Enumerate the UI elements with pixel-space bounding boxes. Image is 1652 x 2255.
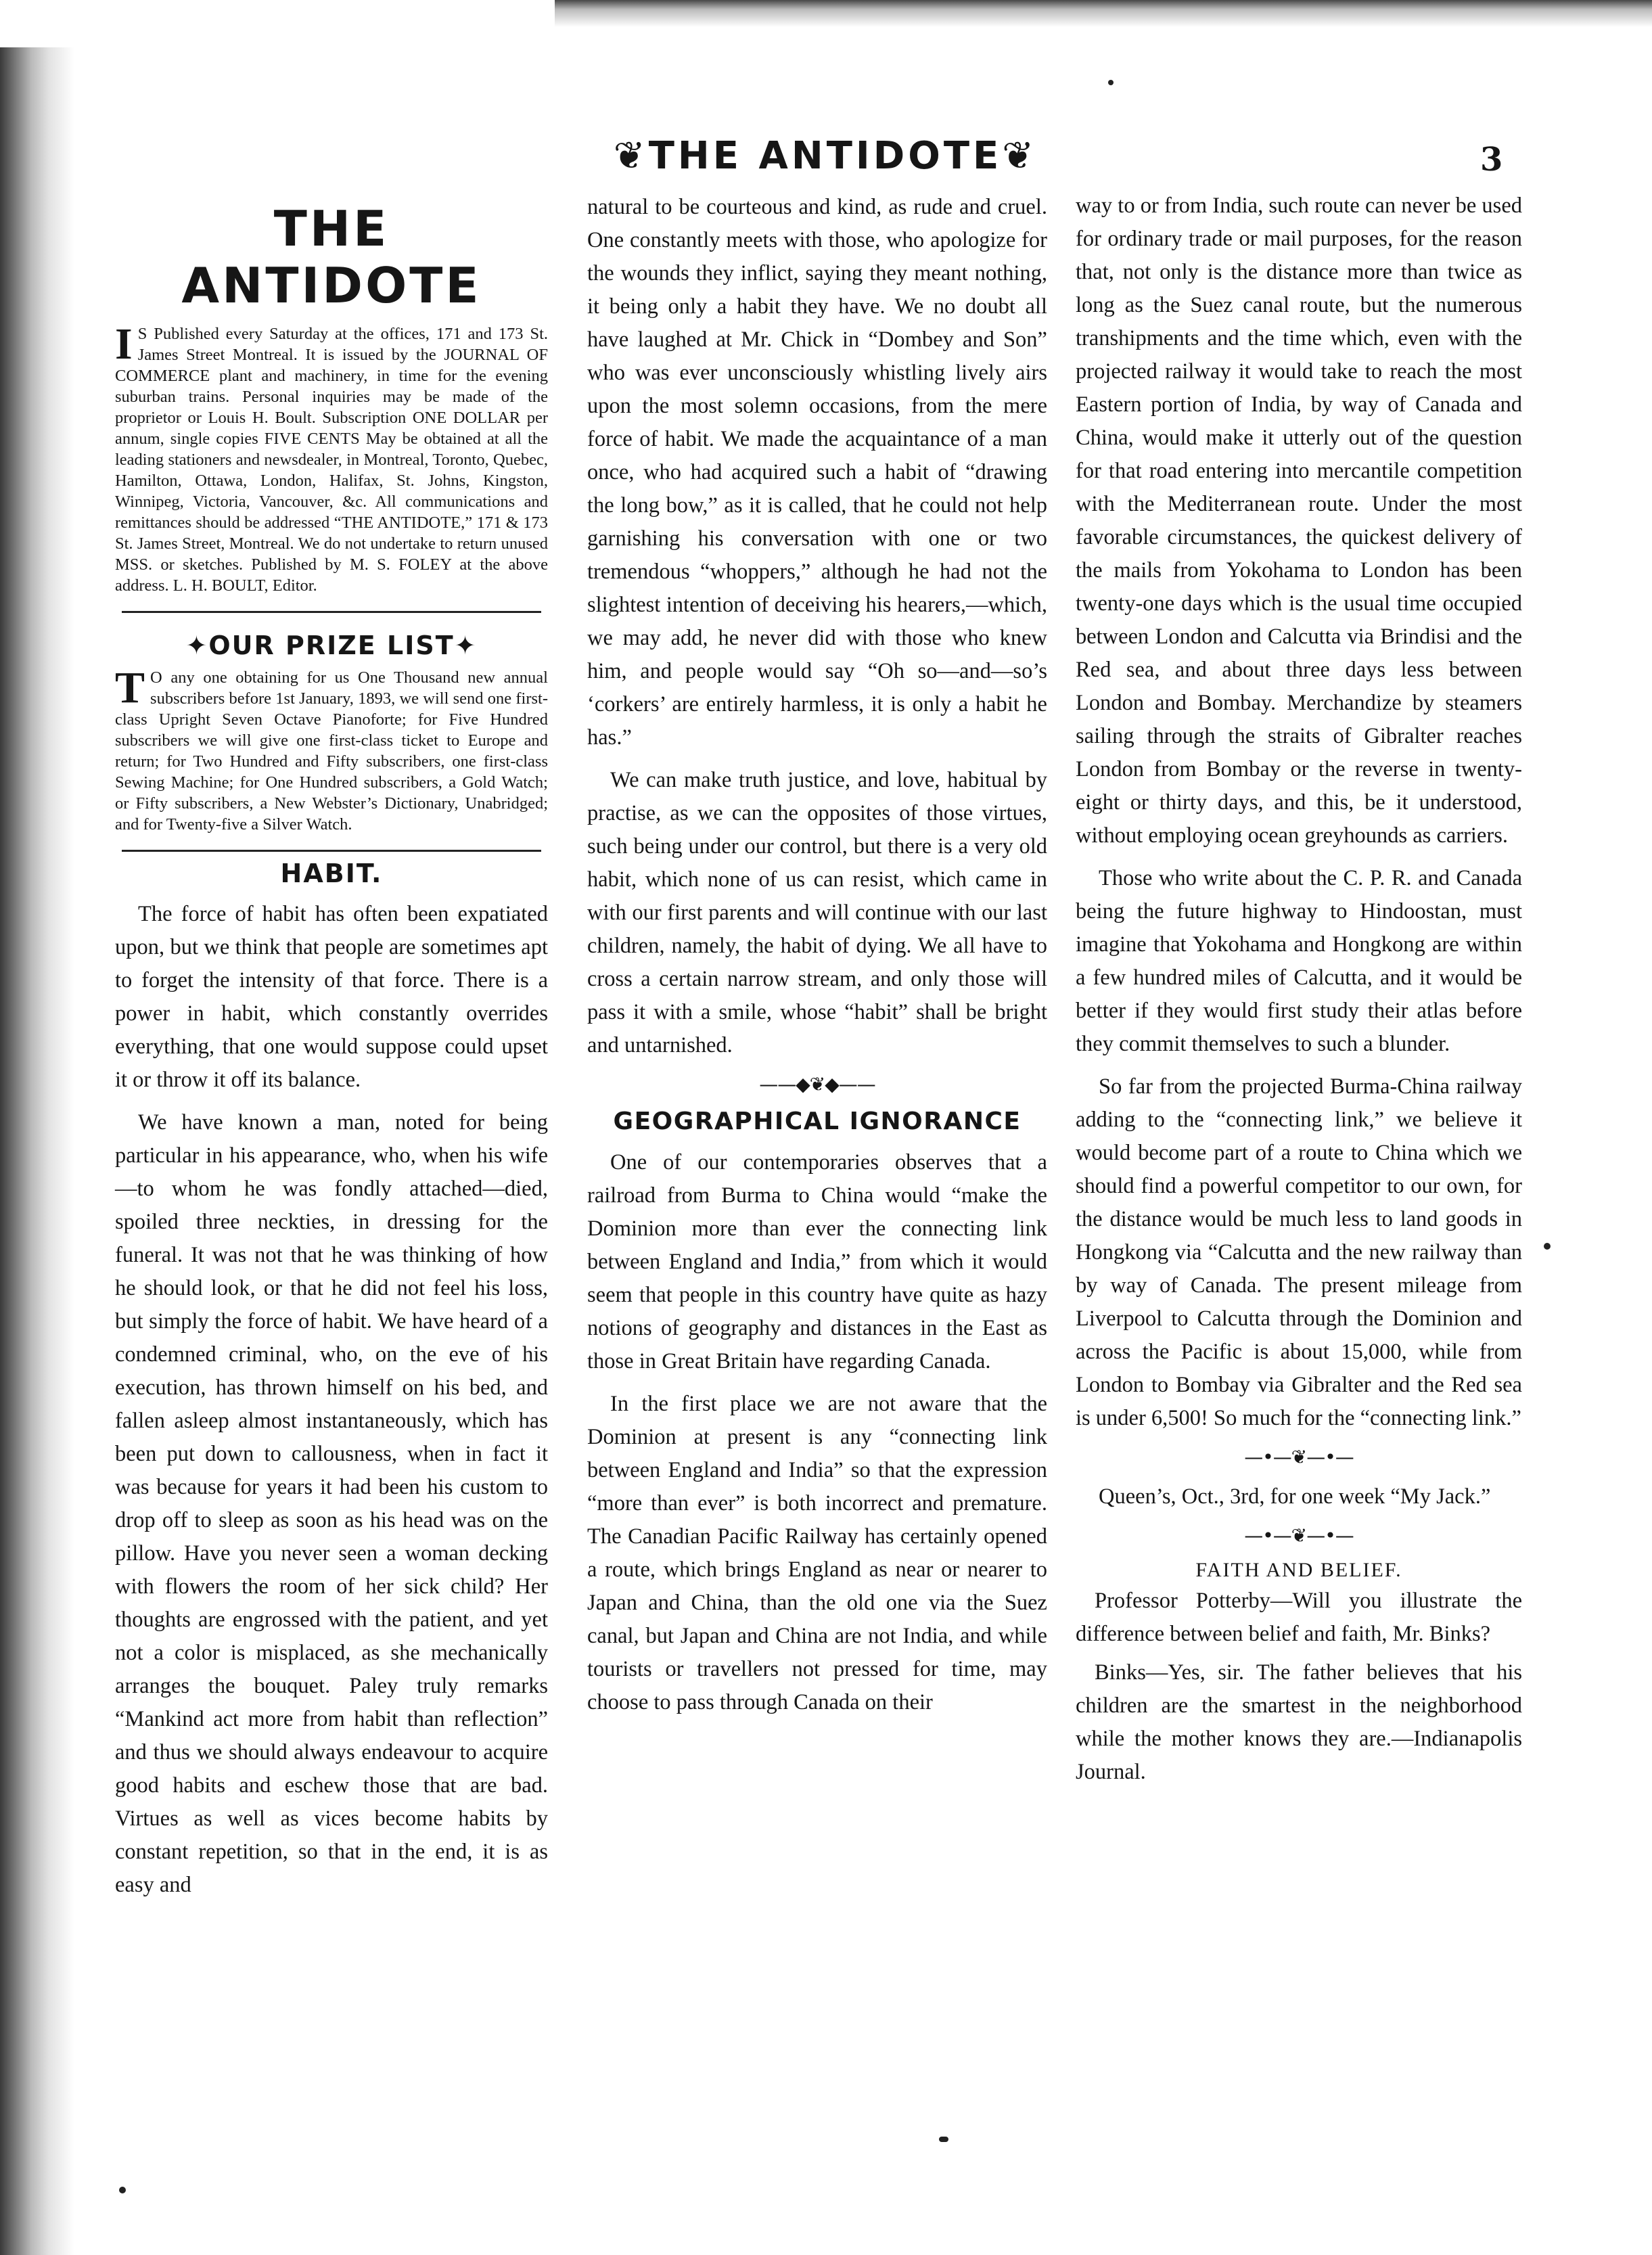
ornament-divider: —•—❦—•— (1244, 1446, 1354, 1468)
column-1 (115, 196, 548, 1902)
prize-list-heading: ✦OUR PRIZE LIST✦ (185, 631, 478, 660)
habit-paragraph-4: We can make truth justice, and love, habitual by practise, as we can the opposites of those virtues, such being under our control, but there is a very old habit, which none of us can resist, which came in with our first parents and will continue with our last children, namely, the habit of dying. We all have to cross a certain narrow stream, and only those will pass it with a smile, whose “habit” shall be bright and untarnished. (587, 768, 1047, 1057)
publication-notice (115, 319, 548, 596)
scan-speck (939, 2137, 948, 2142)
divider-rule (122, 850, 541, 852)
geo-paragraph-1: One of our contemporaries observes that a railroad from Burma to China would “make the Dominion more than ever the connecting link between England and India,” from which it would seem that people in this country have quite as hazy notions of geography and distances in the East as those in Great Britain have regarding Canada. (587, 1150, 1047, 1373)
faith-paragraph-1: Professor Potterby—Will you illustrate the difference between belief and faith, Mr. Binks? (1076, 1589, 1522, 1646)
scan-speck (1544, 1243, 1551, 1250)
habit-paragraph-2: We have known a man, noted for being particular in his appearance, who, when his wife—to whom he was fondly attached—died, spoiled three neckties, in dressing for the funeral. It was not that he was thinking of how he should look, or that he did not feel his loss, but simply the force of habit. We have heard of a condemned criminal, who, on the eve of his execution, has thrown himself on his bed, and fallen asleep almost instantaneously, which has been put down to callousness, when in fact it was because for years it had been his custom to drop off to sleep as soon as his head was on the pillow. Have you never seen a woman decking with flowers the room of her sick child? Her thoughts are engrossed with the patient, and yet not a color is misplaced, as she mechanically arranges the bouquet. Paley truly remarks “Mankind act more from habit than reflection” and thus we should always endeavour to acquire good habits and eschew those that are bad. Virtues as well as vices become habits by constant repetition, so that in the end, it is as easy and (115, 1110, 548, 1897)
habit-heading: HABIT. (280, 859, 383, 888)
prize-list-text (115, 663, 548, 835)
scan-speck (119, 2187, 126, 2193)
geo-paragraph-3: way to or from India, such route can never be used for ordinary trade or mail purposes, for the reason that, not only is the distance more than twice as long as the Suez canal route, but the numerous transhipments and the time which, even with the projected railway it would take to reach the most Eastern portion of India, by way of Canada and China, would make it utterly out of the question for that road entering into mercantile competition with the Mediterranean route. Under the most favorable circumstances, the quickest delivery of the mails from Yokohama to London has been twenty-one days which is the usual time occupied between London and Calcutta via Brindisi and the Red sea, and about three days less between London and Bombay. Merchandize by steamers sailing through the straits of Gibralter reaches London from Bombay or the reverse in twenty-eight or thirty days, and this, be it understood, without employing ocean greyhounds as carriers. (1076, 193, 1522, 848)
geo-paragraph-2: In the first place we are not aware that the Dominion at present is any “connecting link between England and India” so that the expression “more than ever” is both incorrect and premature. The Canadian Pacific Railway has certainly opened a route, which brings England as near or nearer to Japan and China, than the old one via the Suez canal, but Japan and China are not India, and while tourists or travellers not pressed for time, may choose to pass through Canada on their (587, 1392, 1047, 1714)
column-3 (1076, 189, 1522, 1789)
habit-paragraph-3: natural to be courteous and kind, as rude and cruel. One constantly meets with those, who apologize for the wounds they inflict, saying they meant nothing, it being only a habit they have. We no doubt all have laughed at Mr. Chick in “Dombey and Son” who was ever unconsciously whistling lively airs upon the most solemn occasions, from the mere force of habit. We made the acquaintance of a man once, who had acquired such a habit of “drawing the long bow,” as it is called, that he could not help garnishing his conversation with one or two tremendous “whoppers,” although he had not the slightest intention of deceiving his hearers,—which, we may add, he never did with those who knew him, and people would say “Oh so—and—so’s ‘corkers’ are entirely harmless, it is only a habit he has.” (587, 195, 1047, 750)
faith-paragraph-2: Binks—Yes, sir. The father believes that his children are the smartest in the neighborhood while the mother knows they are.—Indianapolis Journal. (1076, 1660, 1522, 1784)
page-number: 3 (1480, 141, 1503, 179)
queens-notice: Queen’s, Oct., 3rd, for one week “My Jack.” (1099, 1484, 1491, 1509)
prize-dropcap: T (115, 663, 145, 712)
page-top-scan-edge (555, 0, 1652, 27)
notice-dropcap: I (115, 319, 133, 369)
geo-paragraph-4: Those who write about the C. P. R. and Canada being the future highway to Hindoostan, must imagine that Yokohama and Hongkong are within a few hundred miles of Calcutta, and it would be better if they would first study their atlas before they commit themselves to such a blunder. (1076, 866, 1522, 1056)
ornament-divider: ——◆❦◆—— (759, 1073, 875, 1095)
geo-paragraph-5: So far from the projected Burma-China railway adding to the “connecting link,” we believe it would become part of a route to China which we should find a powerful competitor to our own, for the distance would be much less to land goods in Hongkong via “Calcutta and the new railway than by way of Canada. The present mileage from Liverpool to Calcutta through the Dominion and across the Pacific is about 15,000, while from London to Bombay via Gibralter and the Red sea is under 6,500! So much for the “connecting link.” (1076, 1074, 1522, 1430)
notice-text: S Published every Saturday at the offices, 171 and 173 St. James Street Montreal. It is issued by the JOURNAL OF COMMERCE plant and machinery, in time for the evening suburban trains. Personal inquiries may be made of the proprietor or Louis H. Boult. Subscription ONE DOLLAR per annum, single copies FIVE CENTS May be obtained at all the leading stationers and newsdealer, in Montreal, Toronto, Quebec, Hamilton, Ottawa, London, Halifax, St. Johns, Kingston, Winnipeg, Victoria, Vancouver, &c. All communications and remittances should be addressed “THE ANTIDOTE,” 171 & 173 St. James Street, Montreal. We do not undertake to return unused MSS. or sketches. Published by M. S. FOLEY at the above address. L. H. BOULT, Editor. (115, 325, 548, 595)
ornament-divider: —•—❦—•— (1244, 1524, 1354, 1547)
page-binding-shadow (0, 47, 74, 2255)
faith-heading: FAITH AND BELIEF. (1195, 1559, 1402, 1581)
sidebar-title: THE ANTIDOTE (181, 200, 482, 314)
prize-text: O any one obtaining for us One Thousand new annual subscribers before 1st January, 1893, we will send one first-class Upright Seven Octave Pianoforte; for Five Hundred subscribers we will give one first-class ticket to Europe and return; for Two Hundred and Fifty subscribers, one first-class Sewing Machine; for One Hundred subscribers, a Gold Watch; or Fifty subscribers, a New Webster’s Dictionary, Unabridged; and for Twenty-five a Silver Watch. (115, 668, 548, 834)
divider-rule (122, 611, 541, 613)
scan-speck (1108, 80, 1114, 85)
geo-heading: GEOGRAPHICAL IGNORANCE (613, 1108, 1022, 1135)
column-2 (587, 191, 1047, 1719)
habit-paragraph-1: The force of habit has often been expatiated upon, but we think that people are sometimes apt to forget the intensity of that force. There is a power in habit, which constantly overrides everything, that one would suppose could upset it or throw it off its balance. (115, 902, 548, 1092)
running-masthead: ❦THE ANTIDOTE❦ (613, 134, 1038, 178)
